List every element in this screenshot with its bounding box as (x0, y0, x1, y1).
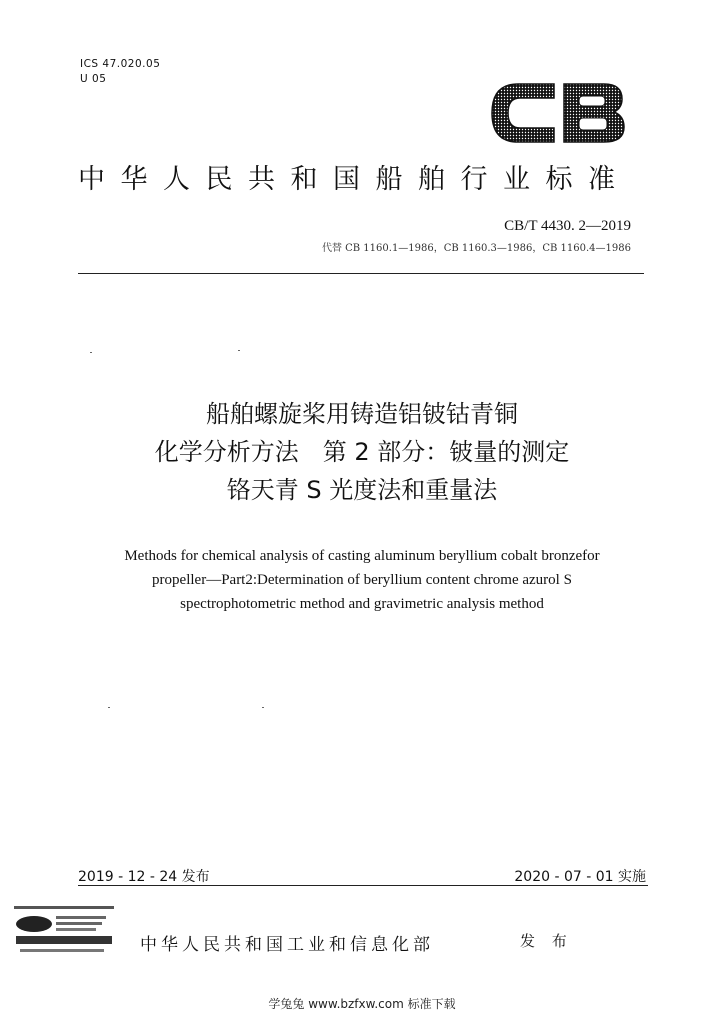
chinese-title-line-2: 化学分析方法 第 2 部分：铍量的测定 (154, 438, 570, 466)
implementation-date: 2020 - 07 - 01 实施 (514, 869, 646, 885)
standard-code: CB/T 4430. 2—2019 (504, 218, 631, 234)
header-divider (78, 273, 644, 274)
replaces-note: 代替 CB 1160.1—1986，CB 1160.3—1986，CB 1160.4—1986 (321, 243, 631, 254)
publish-label: 发 布 (520, 932, 573, 950)
issuing-authority: 中华人民共和国工业和信息化部 (140, 935, 434, 955)
english-title (0, 544, 724, 616)
footer-divider (78, 885, 648, 886)
chinese-title-line-3: 铬天青 S 光度法和重量法 (226, 476, 498, 504)
footer-watermark-text: 学兔兔 www.bzfxw.com 标准下载 (268, 997, 456, 1011)
english-title-line-3: spectrophotometric method and gravimetric analysis method (180, 596, 544, 612)
classification-block (80, 57, 160, 87)
scan-speck (108, 707, 110, 708)
ccs-code: U 05 (80, 73, 107, 85)
english-title-line-2: propeller—Part2:Determination of beryllium content chrome azurol S (152, 572, 572, 588)
issue-date: 2019 - 12 - 24 发布 (78, 869, 210, 885)
cb-logo (488, 80, 628, 146)
english-title-line-1: Methods for chemical analysis of casting aluminum beryllium cobalt bronzefor (124, 548, 600, 564)
chinese-title-line-1: 船舶螺旋桨用铸造铝铍钴青铜 (206, 400, 518, 428)
scan-speck (262, 707, 264, 708)
ics-code: ICS 47.020.05 (80, 58, 161, 70)
distributor-stamp (12, 902, 124, 958)
standard-category: 中华人民共和国船舶行业标准 (78, 164, 631, 195)
scan-speck (90, 352, 92, 353)
scan-speck (238, 350, 240, 351)
chinese-title (0, 395, 724, 509)
